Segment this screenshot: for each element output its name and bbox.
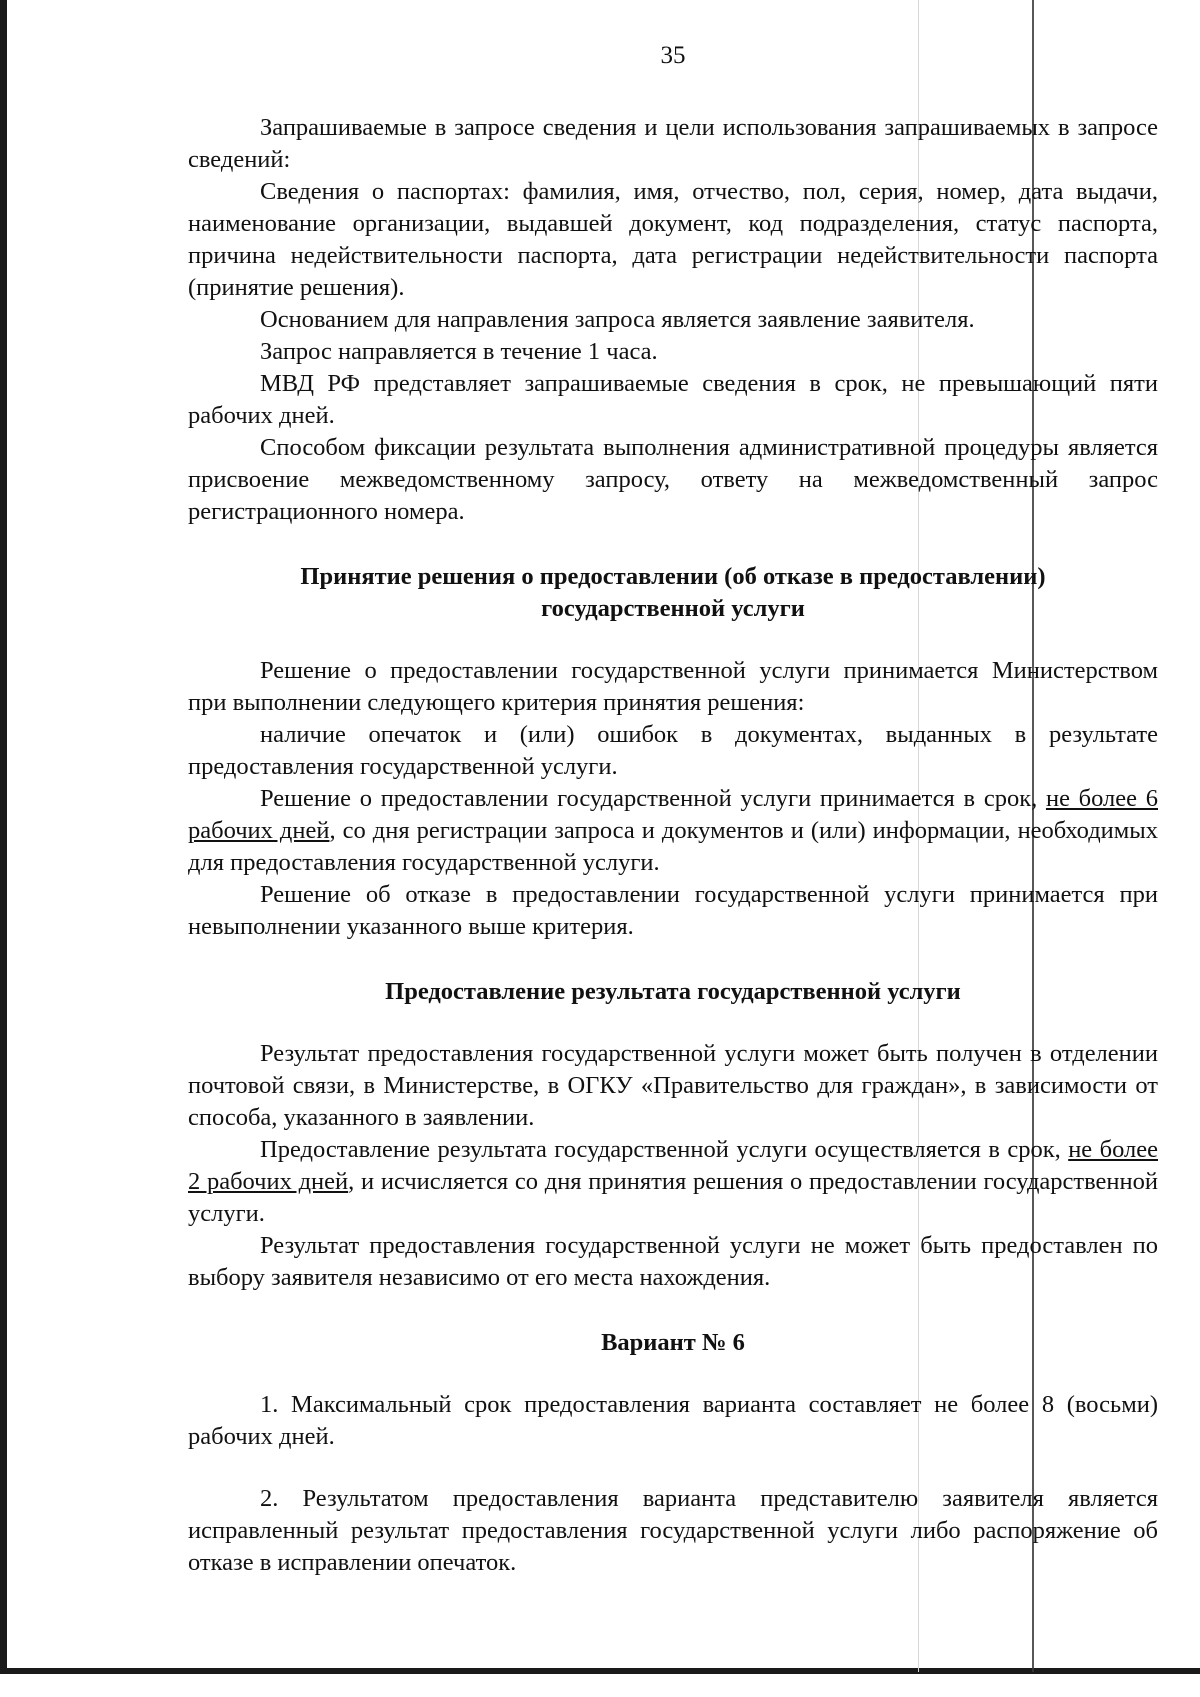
decision-deadline-underlined: не более 6 рабочих дней	[188, 785, 1158, 844]
list-item-variant-max-term: 1. Максимальный срок предоставления варианта составляет не более 8 (восьми) рабочих дней.	[188, 1391, 1158, 1450]
result-deadline-text-before: Предоставление результата государственной услуги осуществляется в срок,	[260, 1136, 1069, 1163]
paragraph-decision-criteria: Решение о предоставлении государственной услуги принимается Министерством при выполнении следующего критерия принятия решения:	[188, 657, 1158, 716]
paragraph-passport-info: Сведения о паспортах: фамилия, имя, отчество, пол, серия, номер, дата выдачи, наименование организации, выдавшей документ, код подразделения, статус паспорта, причина недействительности паспорта, дата регистрации недействительности паспорта (принятие решения).	[188, 178, 1158, 301]
document-body	[188, 40, 1158, 1579]
result-deadline-underlined: не более 2 рабочих дней	[188, 1136, 1158, 1195]
paragraph-refusal-decision: Решение об отказе в предоставлении государственной услуги принимается при невыполнении указанного выше критерия.	[188, 881, 1158, 940]
page-number: 35	[660, 42, 686, 69]
paragraph-decision-criterion-item: наличие опечаток и (или) ошибок в документах, выданных в результате предоставления государственной услуги.	[188, 721, 1158, 780]
paragraph-requested-info: Запрашиваемые в запросе сведения и цели использования запрашиваемых в запросе сведений:	[188, 114, 1158, 173]
decision-deadline-text-after: , со дня регистрации запроса и документов и (или) информации, необходимых для предоставления государственной услуги.	[188, 817, 1158, 876]
section-heading-variant: Вариант № 6	[601, 1329, 745, 1356]
result-deadline-text-after: , и исчисляется со дня принятия решения о предоставлении государственной услуги.	[188, 1168, 1159, 1227]
scan-border-bottom	[0, 1668, 1200, 1674]
decision-deadline-text-before: Решение о предоставлении государственной услуги принимается в срок,	[260, 785, 1046, 812]
paragraph-fixation-method: Способом фиксации результата выполнения административной процедуры является присвоение межведомственному запросу, ответу на межведомственный запрос регистрационного номера.	[188, 434, 1158, 525]
section-heading-decision	[188, 561, 1158, 625]
paragraph-request-basis: Основанием для направления запроса является заявление заявителя.	[260, 306, 975, 333]
section-heading-result: Предоставление результата государственной услуги	[385, 978, 961, 1005]
paragraph-decision-deadline	[188, 783, 1158, 879]
scan-border-left	[0, 0, 7, 1672]
section-heading-decision-line2: государственной услуги	[541, 595, 805, 622]
paragraph-request-timing: Запрос направляется в течение 1 часа.	[260, 338, 658, 365]
list-item-variant-result: 2. Результатом предоставления варианта представителю заявителя является исправленный результат предоставления государственной услуги либо распоряжение об отказе в исправлении опечаток.	[188, 1485, 1158, 1576]
paragraph-result-delivery: Результат предоставления государственной услуги может быть получен в отделении почтовой связи, в Министерстве, в ОГКУ «Правительство для граждан», в зависимости от способа, указанного в заявлении.	[188, 1040, 1158, 1131]
paragraph-result-location: Результат предоставления государственной услуги не может быть предоставлен по выбору заявителя независимо от его места нахождения.	[188, 1232, 1158, 1291]
paragraph-result-deadline	[188, 1134, 1158, 1230]
paragraph-mvd-response: МВД РФ представляет запрашиваемые сведения в срок, не превышающий пяти рабочих дней.	[188, 370, 1158, 429]
section-heading-decision-line1: Принятие решения о предоставлении (об отказе в предоставлении)	[300, 563, 1046, 590]
